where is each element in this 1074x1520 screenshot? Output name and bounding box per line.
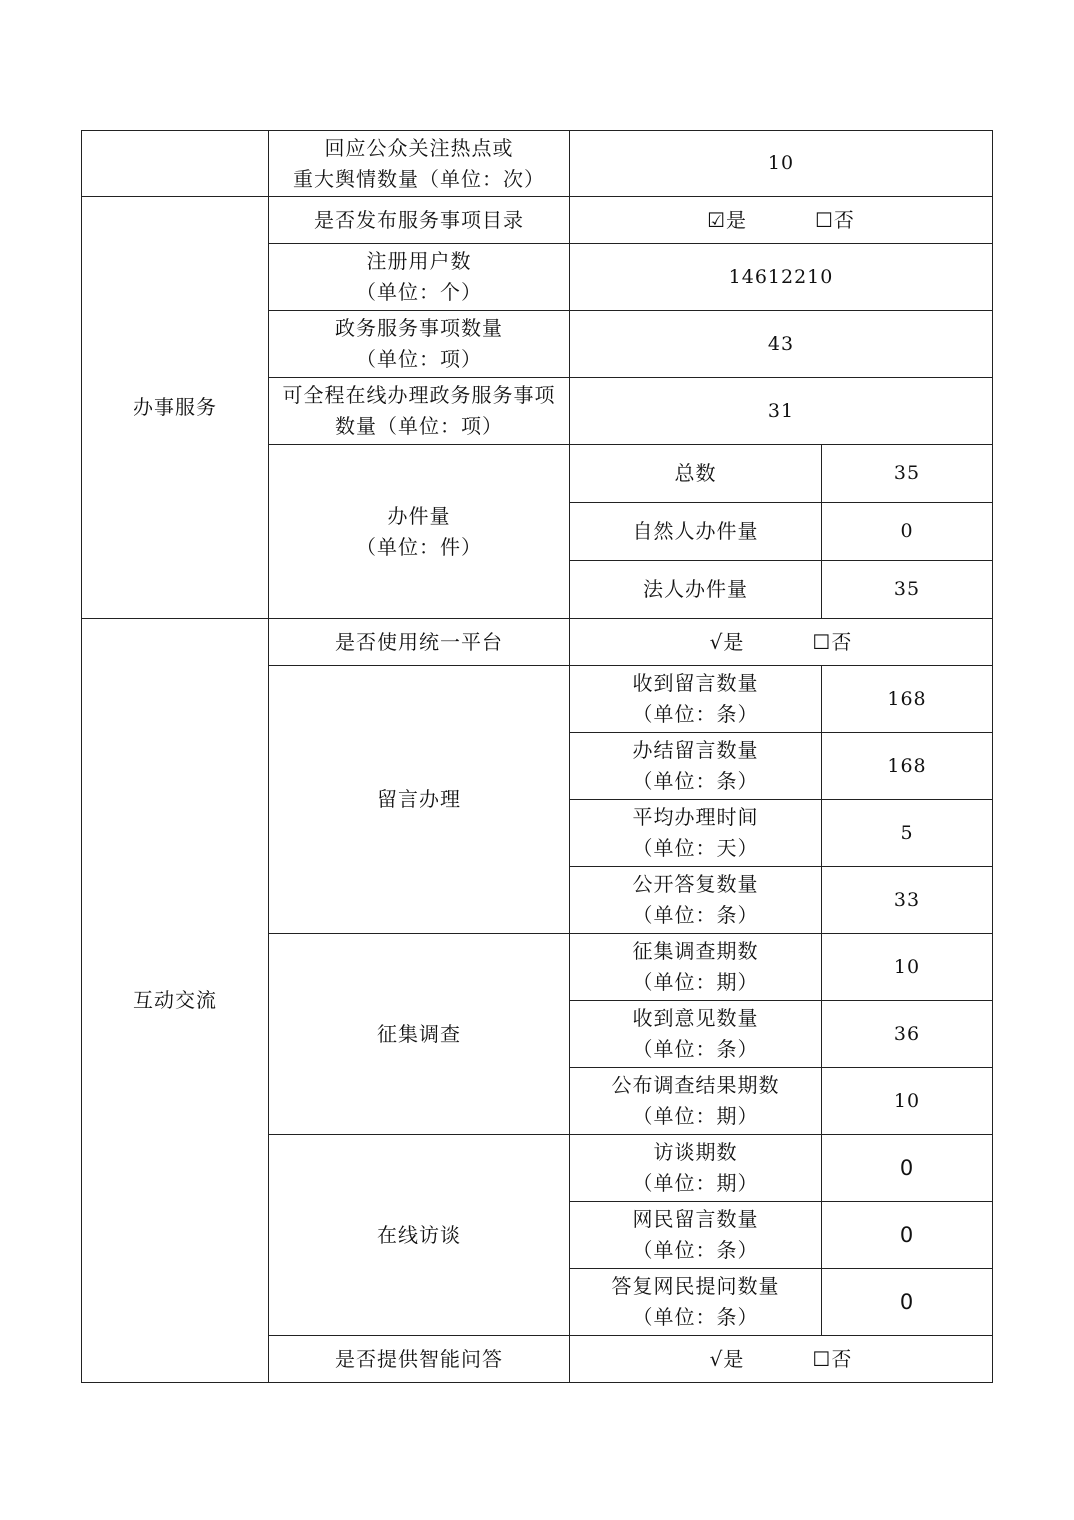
survey-periods-value: 10 (822, 934, 993, 1001)
catalog-yes-checkbox: ☑是 (707, 207, 747, 232)
messages-done-label (570, 733, 822, 800)
items-label (269, 311, 570, 378)
cases-total-value: 35 (822, 445, 993, 503)
messages-public-value: 33 (822, 867, 993, 934)
users-value: 14612210 (570, 244, 993, 311)
survey-results-line1: 公布调查结果期数 (611, 1073, 780, 1097)
interview-answers-line1: 答复网民提问数量 (611, 1274, 780, 1298)
messages-received-value: 168 (822, 666, 993, 733)
items-label-line1: 政务服务事项数量 (335, 316, 503, 340)
interview-netizen-line1: 网民留言数量 (632, 1207, 759, 1231)
cases-label (269, 445, 570, 619)
cases-legal-label: 法人办件量 (570, 561, 822, 619)
interview-periods-value: 0 (822, 1135, 993, 1202)
online-label-line1: 可全程在线办理政务服务事项 (282, 383, 556, 407)
survey-opinions-label (570, 1001, 822, 1068)
hotspot-label-line2: 重大舆情数量（单位：次） (293, 166, 545, 191)
messages-public-line1: 公开答复数量 (632, 872, 759, 896)
interview-answers-value: 0 (822, 1269, 993, 1336)
cases-natural-label: 自然人办件量 (570, 503, 822, 561)
users-label (269, 244, 570, 311)
items-value: 43 (570, 311, 993, 378)
cases-natural-value: 0 (822, 503, 993, 561)
online-value: 31 (570, 378, 993, 445)
catalog-options (570, 197, 993, 244)
empty-section-cell (82, 131, 269, 197)
hotspot-label (269, 131, 570, 197)
messages-avg-label (570, 800, 822, 867)
catalog-label: 是否发布服务事项目录 (269, 197, 570, 244)
interview-periods-label (570, 1135, 822, 1202)
interview-answers-label (570, 1269, 822, 1336)
cases-total-label: 总数 (570, 445, 822, 503)
messages-done-line1: 办结留言数量 (632, 738, 759, 762)
messages-received-line2: （单位：条） (632, 702, 759, 726)
survey-opinions-line2: （单位：条） (632, 1037, 759, 1061)
users-label-line2: （单位：个） (356, 280, 482, 304)
survey-label: 征集调查 (269, 934, 570, 1135)
qa-yes-check: √是 (709, 1346, 745, 1371)
survey-results-value: 10 (822, 1068, 993, 1135)
messages-public-line2: （单位：条） (632, 903, 759, 927)
survey-periods-line2: （单位：期） (632, 970, 759, 994)
interview-netizen-line2: （单位：条） (632, 1238, 759, 1262)
government-service-statistics-table (81, 130, 993, 1383)
row-service-catalog (82, 197, 993, 244)
messages-avg-value: 5 (822, 800, 993, 867)
items-label-line2: （单位：项） (356, 347, 482, 371)
platform-options (570, 619, 993, 666)
qa-no-checkbox: ☐否 (812, 1346, 853, 1371)
messages-done-line2: （单位：条） (632, 769, 759, 793)
cases-legal-value: 35 (822, 561, 993, 619)
survey-results-line2: （单位：期） (632, 1104, 759, 1128)
interview-periods-line2: （单位：期） (632, 1171, 759, 1195)
catalog-no-checkbox: ☐否 (815, 207, 855, 232)
platform-yes-check: √是 (709, 629, 745, 654)
messages-public-label (570, 867, 822, 934)
interview-periods-line1: 访谈期数 (653, 1140, 738, 1164)
interview-answers-line2: （单位：条） (632, 1305, 759, 1329)
row-unified-platform (82, 619, 993, 666)
survey-opinions-line1: 收到意见数量 (632, 1006, 759, 1030)
online-label-line2: 数量（单位：项） (335, 414, 503, 438)
survey-periods-label (570, 934, 822, 1001)
survey-periods-line1: 征集调查期数 (632, 939, 759, 963)
users-label-line1: 注册用户数 (366, 249, 472, 273)
messages-avg-line2: （单位：天） (632, 836, 759, 860)
interview-netizen-value: 0 (822, 1202, 993, 1269)
messages-label: 留言办理 (269, 666, 570, 934)
cases-label-line2: （单位：件） (356, 534, 482, 559)
interview-label: 在线访谈 (269, 1135, 570, 1336)
messages-received-label (570, 666, 822, 733)
online-label (269, 378, 570, 445)
messages-done-value: 168 (822, 733, 993, 800)
section-interaction: 互动交流 (82, 619, 269, 1383)
row-hotspot (82, 131, 993, 197)
section-service: 办事服务 (82, 197, 269, 619)
platform-no-checkbox: ☐否 (812, 629, 853, 654)
survey-opinions-value: 36 (822, 1001, 993, 1068)
interview-netizen-label (570, 1202, 822, 1269)
cases-label-line1: 办件量 (387, 503, 451, 528)
hotspot-value: 10 (570, 131, 993, 197)
platform-label: 是否使用统一平台 (269, 619, 570, 666)
survey-results-label (570, 1068, 822, 1135)
hotspot-label-line1: 回应公众关注热点或 (324, 135, 514, 160)
qa-label: 是否提供智能问答 (269, 1336, 570, 1383)
qa-options (570, 1336, 993, 1383)
messages-received-line1: 收到留言数量 (632, 671, 759, 695)
messages-avg-line1: 平均办理时间 (632, 805, 759, 829)
